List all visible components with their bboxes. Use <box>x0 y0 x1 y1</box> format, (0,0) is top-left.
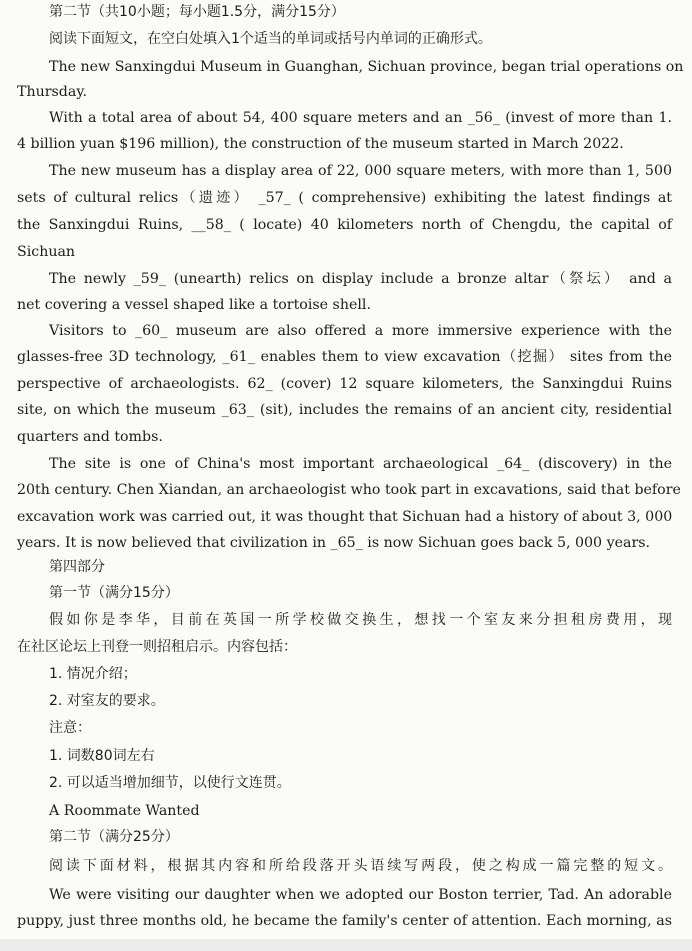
passage-line: years. It is now believed that civilization in _65_ is now Sichuan goes back 5, 000 years. <box>17 535 651 551</box>
passage-line: site, on which the museum _63_ (sit), includes the remains of an ancient city, residential <box>17 402 672 418</box>
part-heading: 第四部分 <box>49 559 105 575</box>
passage-line: net covering a vessel shaped like a tortoise shell. <box>17 297 371 313</box>
passage-line: perspective of archaeologists. 62_ (cover) 12 square kilometers, the Sanxingdui Ruins <box>17 376 672 392</box>
passage-line: Visitors to _60_ museum are also offered a more immersive experience with the <box>49 323 672 339</box>
passage-line: the Sanxingdui Ruins, __58_ ( locate) 40 kilometers north of Chengdu, the capital of <box>17 217 672 233</box>
passage-line: sets of cultural relics（遗迹） _57_ ( comprehensive) exhibiting the latest findings at <box>17 190 672 206</box>
passage-line: Sichuan <box>17 244 76 260</box>
note-item: 1. 词数80词左右 <box>49 748 155 764</box>
story-line: puppy, just three months old, he became the family's center of attention. Each morning, as <box>17 913 672 929</box>
note-item: 2. 可以适当增加细节，以使行文连贯。 <box>49 775 291 791</box>
story-line: We were visiting our daughter when we adopted our Boston terrier, Tad. An adorable <box>49 887 672 903</box>
passage-line: quarters and tombs. <box>17 429 163 445</box>
section-heading: 第二节（满分25分） <box>49 829 179 845</box>
passage-line: 20th century. Chen Xiandan, an archaeologist who took part in excavations, said that before <box>17 482 681 498</box>
essay-title: A Roommate Wanted <box>49 803 200 819</box>
section-instruction: 阅读下面短文，在空白处填入1个适当的单词或括号内单词的正确形式。 <box>49 31 492 47</box>
section-heading: 第二节（共10小题；每小题1.5分，满分15分） <box>49 4 345 20</box>
passage-line: 4 billion yuan $196 million), the construction of the museum started in March 2022. <box>17 136 624 152</box>
passage-line: With a total area of about 54, 400 square meters and an _56_ (invest of more than 1. <box>49 110 672 126</box>
writing-prompt-line: 假如你是李华，目前在英国一所学校做交换生，想找一个室友来分担租房费用，现 <box>49 612 672 628</box>
passage-line: The new Sanxingdui Museum in Guanghan, Sichuan province, began trial operations on <box>49 59 684 75</box>
passage-line: excavation work was carried out, it was thought that Sichuan had a history of about 3, 000 <box>17 509 673 525</box>
passage-line: The newly _59_ (unearth) relics on display include a bronze altar（祭坛） and a <box>49 271 672 287</box>
content-item: 1. 情况介绍； <box>49 666 137 682</box>
passage-line: The site is one of China's most important archaeological _64_ (discovery) in the <box>49 456 672 472</box>
passage-line: glasses-free 3D technology, _61_ enables them to view excavation（挖掘） sites from the <box>17 349 672 365</box>
passage-line: Thursday. <box>17 84 87 100</box>
page-bottom-edge <box>0 939 692 951</box>
note-label: 注意： <box>49 720 91 736</box>
passage-line: The new museum has a display area of 22, 000 square meters, with more than 1, 500 <box>49 163 672 179</box>
section-instruction: 阅读下面材料，根据其内容和所给段落开头语续写两段，使之构成一篇完整的短文。 <box>49 858 672 874</box>
section-heading: 第一节（满分15分） <box>49 585 179 601</box>
writing-prompt-line: 在社区论坛上刊登一则招租启示。内容包括： <box>17 639 297 655</box>
content-item: 2. 对室友的要求。 <box>49 693 165 709</box>
